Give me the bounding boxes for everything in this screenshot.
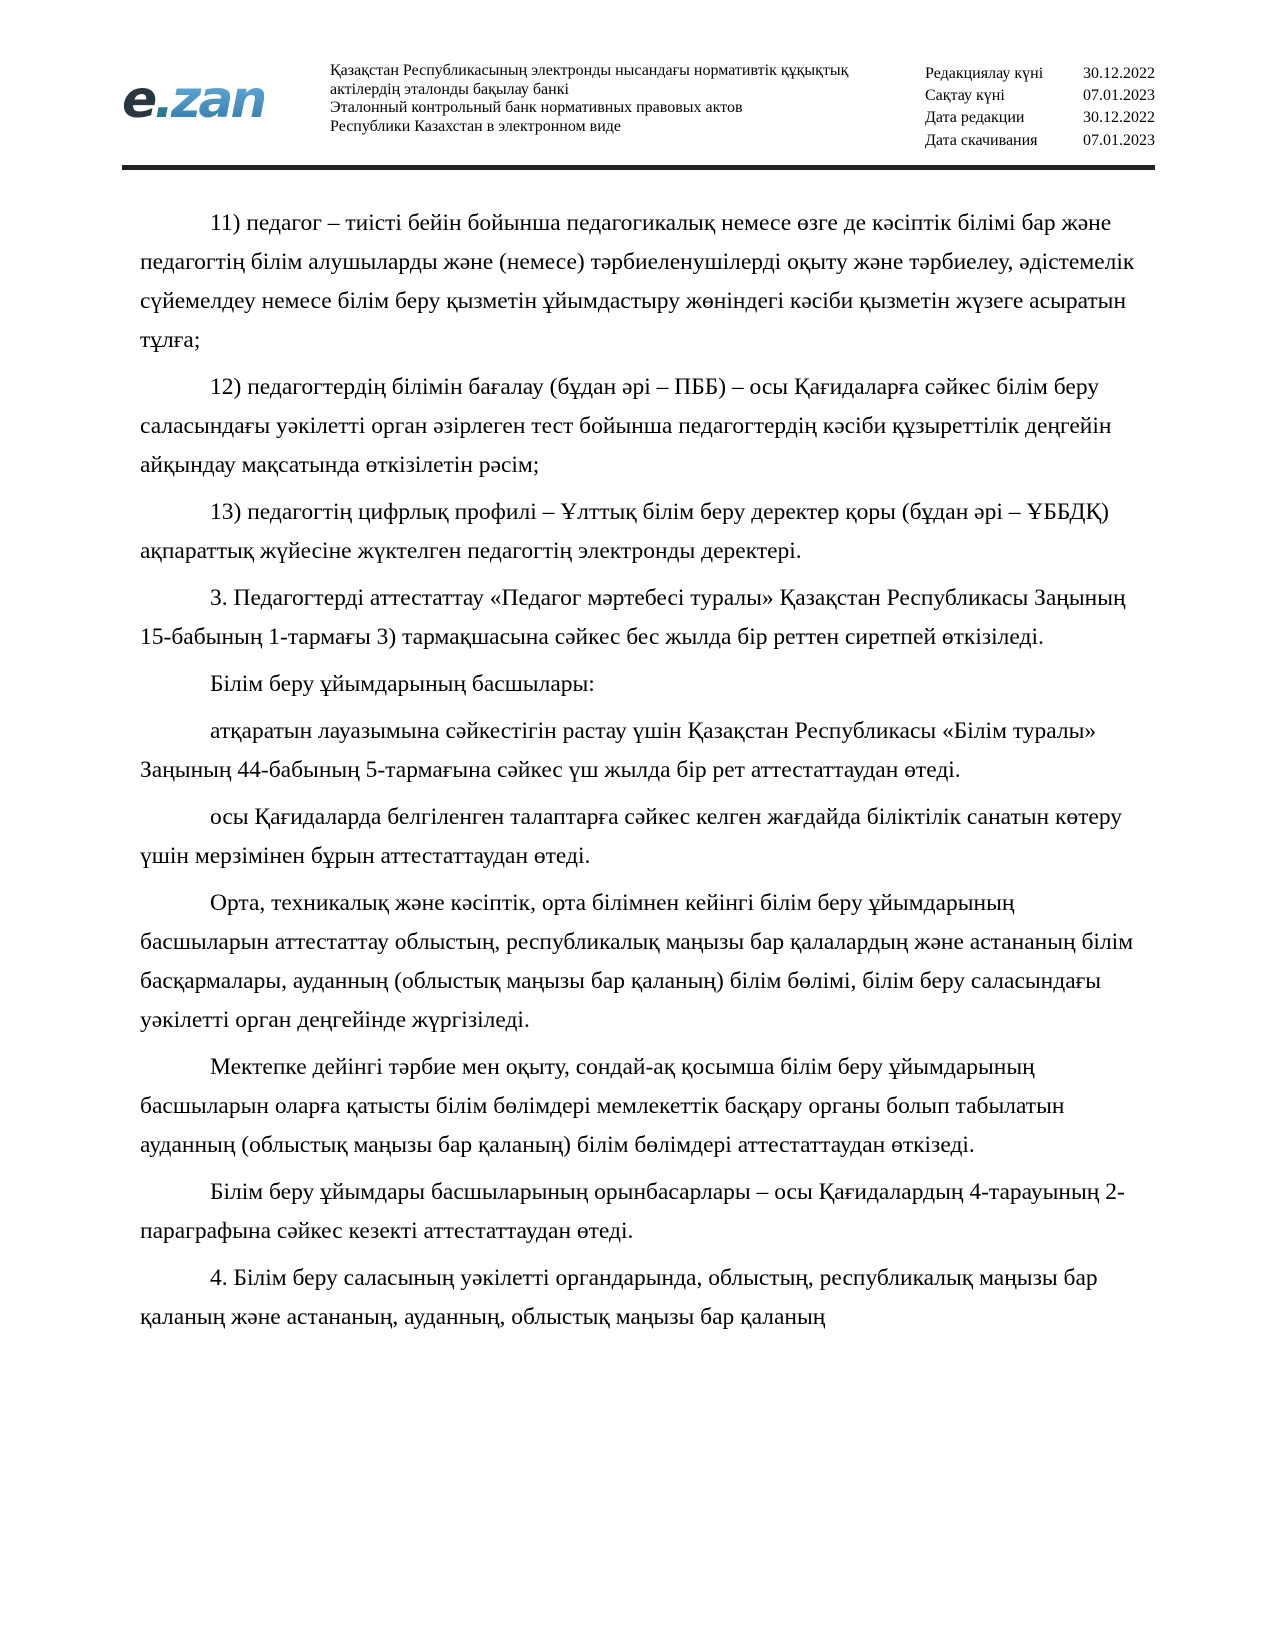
- paragraph-item-12: 12) педагогтердің білімін бағалау (бұдан әрі – ПББ) – осы Қағидаларға сәйкес білім беру саласындағы уәкілетті орган әзірлеген тест бойынша педагогтердің кәсіби құзыреттілік деңгейін айқындау мақсатында өткізілетін рәсім;: [140, 373, 1112, 478]
- title-line-ru-2: Республики Казахстан в электронном виде: [330, 117, 622, 135]
- title-line-kk-2: актілердің эталонды бақылау банкі: [330, 80, 569, 98]
- paragraph-heads-early: осы Қағидаларда белгіленген талаптарға сәйкес келген жағдайда біліктілік санатын көтеру үшін мерзімінен бұрын аттестаттаудан өтеді.: [140, 803, 1123, 869]
- paragraph-point-3: 3. Педагогтерді аттестаттау «Педагог мәртебесі туралы» Қазақстан Республикасы Заңының 15-бабының 1-тармағы 3) тармақшасына сәйкес бес жылда бір реттен сиретпей өткізіледі.: [140, 584, 1126, 650]
- date-label-skachivaniya: Дата скачивания: [925, 131, 1038, 149]
- paragraph-item-13: 13) педагогтің цифрлық профилі – Ұлттық білім беру деректер қоры (бұдан әрі – ҰББДҚ) ақпараттық жүйесіне жүктелген педагогтің электронды деректері.: [140, 498, 1109, 564]
- ezan-logo: [122, 58, 308, 130]
- date-value-skachivaniya: 07.01.2023: [1083, 131, 1155, 149]
- date-value-saktau: 07.01.2023: [1083, 87, 1155, 105]
- logo-letter-e: e: [122, 70, 155, 130]
- paragraph-heads-intro: Білім беру ұйымдарының басшылары:: [210, 670, 595, 697]
- paragraph-secondary-education: Орта, техникалық және кәсіптік, орта білімнен кейінгі білім беру ұйымдарының басшыларын аттестаттау облыстың, республикалық маңызы бар қалалардың және астананың білім басқармалары, ауданның (облыстық маңызы бар қаланың) білім бөлімі, білім беру саласындағы уәкілетті орган деңгейінде жүргізіледі.: [140, 889, 1134, 1033]
- document-body: [122, 170, 1155, 1337]
- title-line-ru-1: Эталонный контрольный банк нормативных правовых актов: [330, 99, 743, 117]
- title-line-kk-1: Қазақстан Республикасының электронды нысандағы нормативтік құқықтық: [330, 62, 849, 79]
- paragraph-item-11: 11) педагог – тиісті бейін бойынша педагогикалық немесе өзге де кәсіптік білімі бар және педагогтің білім алушыларды және (немесе) тәрбиеленушілерді оқыту және тәрбиелеу, әдістемелік сүйемелдеу немесе білім беру қызметін ұйымдастыру жөніндегі кәсіби қызметін жүзеге асыратын тұлға;: [140, 209, 1135, 353]
- page-header: [122, 58, 1155, 152]
- paragraph-point-4: 4. Білім беру саласының уәкілетті органдарында, облыстың, республикалық маңызы бар қаланың және астананың, ауданның, облыстық маңызы бар қаланың: [140, 1264, 1098, 1330]
- logo-letters-zan: zan: [171, 70, 265, 130]
- date-value-redakcii: 30.12.2022: [1083, 109, 1155, 127]
- paragraph-heads-confirm: атқаратын лауазымына сәйкестігін растау үшін Қазақстан Республикасы «Білім туралы» Заңының 44-бабының 5-тармағына сәйкес үш жылда бір рет аттестаттаудан өтеді.: [140, 717, 1097, 783]
- paragraph-preschool: Мектепке дейінгі тәрбие мен оқыту, сондай-ақ қосымша білім беру ұйымдарының басшыларын оларға қатысты білім бөлімдері мемлекеттік басқару органы болып табылатын ауданның (облыстық маңызы бар қаланың) білім бөлімдері аттестаттаудан өткізеді.: [140, 1053, 1065, 1158]
- date-label-redaktsiyalau: Редакциялау күні: [925, 65, 1044, 82]
- date-value-redaktsiyalau: 30.12.2022: [1083, 65, 1155, 82]
- date-label-redakcii: Дата редакции: [925, 109, 1025, 127]
- date-label-saktau: Сақтау күні: [925, 87, 1005, 105]
- database-title: [330, 58, 886, 136]
- dates-table: [925, 58, 1155, 152]
- paragraph-deputies: Білім беру ұйымдары басшыларының орынбасарлары – осы Қағидалардың 4-тарауының 2-параграфына сәйкес кезекті аттестаттаудан өтеді.: [140, 1178, 1125, 1244]
- logo-dot: .: [154, 70, 172, 130]
